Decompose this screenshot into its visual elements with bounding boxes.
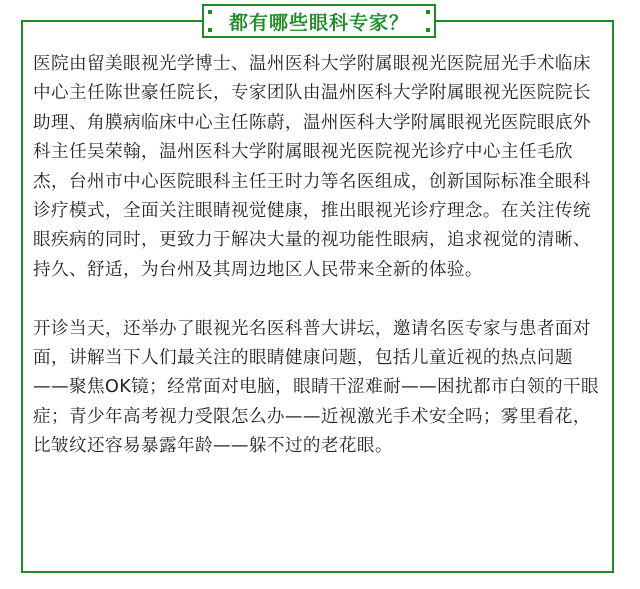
article-body: [33, 50, 605, 462]
page-title: 都有哪些眼科专家？: [228, 11, 409, 34]
title-badge: [202, 4, 436, 38]
paragraph-intro: 医院由留美眼视光学博士、温州医科大学附属眼视光医院屈光手术临床中心主任陈世豪任院长，专家团队由温州医科大学附属眼视光医院院长助理、角膜病临床中心主任陈蔚，温州医科大学附属眼视光医院眼底外科主任吴荣翰，温州医科大学附属眼视光医院视光诊疗中心主任毛欣杰，台州市中心医院眼科主任王时力等名医组成，创新国际标准全眼科诊疗模式，全面关注眼睛视觉健康，推出眼视光诊疗理念。在关注传统眼疾病的同时，更致力于解决大量的视功能性眼病，追求视觉的清晰、持久、舒适，为台州及其周边地区人民带来全新的体验。: [33, 54, 591, 280]
paragraph-lecture: 开诊当天，还举办了眼视光名医科普大讲坛，邀请名医专家与患者面对面，讲解当下人们最关注的眼睛健康问题，包括儿童近视的热点问题——聚焦OK镜；经常面对电脑，眼睛干涩难耐——困扰都市白领的干眼症；青少年高考视力受限怎么办——近视激光手术安全吗；雾里看花，比皱纹还容易暴露年龄——躲不过的老花眼。: [33, 318, 600, 457]
